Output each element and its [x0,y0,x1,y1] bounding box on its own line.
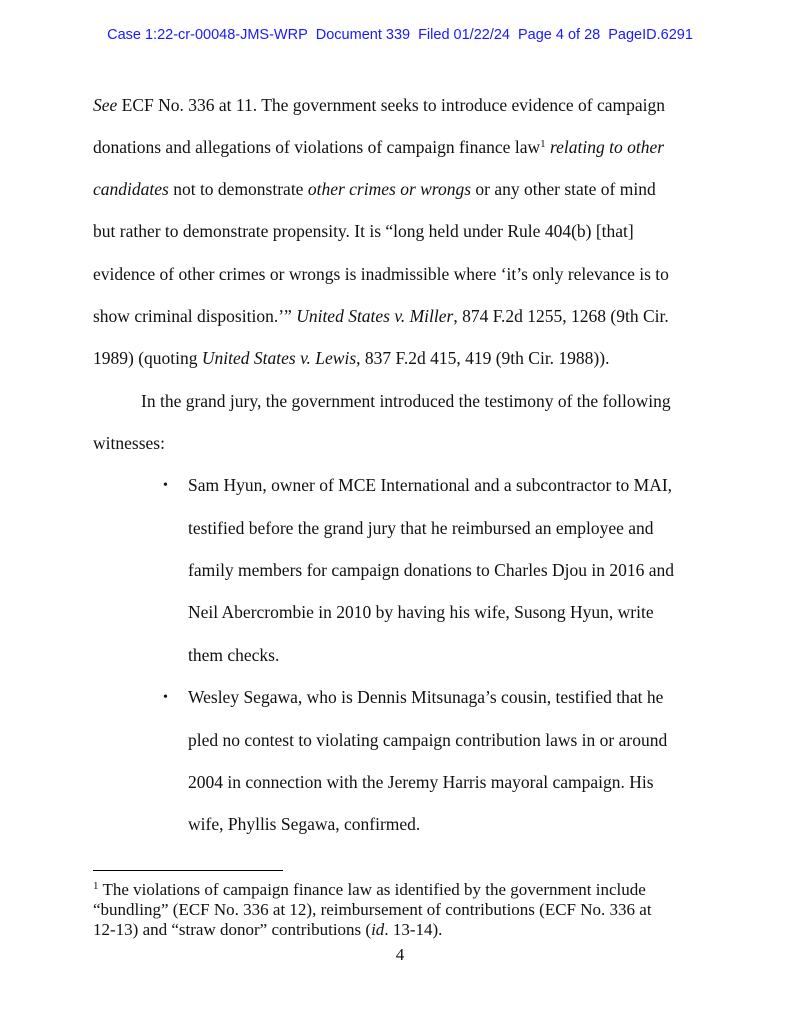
list-item-line: testified before the grand jury that he reimbursed an employee and [188,518,654,538]
bullet-icon: • [163,690,168,705]
footnote-line: 12-13) and “straw donor” contributions (id. 13-14). [93,920,443,939]
page-id: PageID.6291 [608,27,693,43]
list-item-line: Sam Hyun, owner of MCE International and a subcontractor to MAI, [188,475,673,495]
case-number: Case 1:22-cr-00048-JMS-WRP [107,27,308,43]
filed-date: Filed 01/22/24 [418,27,510,43]
ecf-header [0,27,800,43]
body-line: In the grand jury, the government introduced the testimony of the following [141,391,671,411]
page-number: 4 [395,945,405,964]
footnote-line: “bundling” (ECF No. 336 at 12), reimbursement of contributions (ECF No. 336 at [93,900,652,919]
footnote-ref: 1 [540,138,546,150]
footnote-line: $^1$ The violations of campaign finance law as identified by the government include [93,880,646,899]
case-citation: United States v. Lewis [201,348,357,368]
list-item-line: Wesley Segawa, who is Dennis Mitsunaga’s cousin, testified that he [188,687,664,707]
case-citation: United States v. Miller [296,306,454,326]
body-line: candidates not to demonstrate other crimes or wrongs or any other state of mind [93,179,656,199]
body-line: witnesses: [93,433,165,453]
body-line: show criminal disposition.’” United States v. Miller, 874 F.2d 1255, 1268 (9th Cir. [93,306,669,326]
list-item-line: wife, Phyllis Segawa, confirmed. [188,814,421,834]
body-line: See ECF No. 336 at 11. The government seeks to introduce evidence of campaign [93,95,666,115]
body-line: but rather to demonstrate propensity. It is “long held under Rule 404(b) [that] [93,221,634,241]
list-item-line: Neil Abercrombie in 2010 by having his wife, Susong Hyun, write [188,602,654,622]
bullet-icon: • [163,478,168,493]
list-item-line: them checks. [188,645,280,665]
body-line: donations and allegations of violations of campaign finance law$^1$ relating to other [93,137,665,157]
document-number: Document 339 [315,27,411,43]
body-line: evidence of other crimes or wrongs is inadmissible where ‘it’s only relevance is to [93,264,669,284]
list-item-line: pled no contest to violating campaign contribution laws in or around [188,730,668,750]
page-count: Page 4 of 28 [517,27,601,43]
footnote-divider [93,870,283,871]
list-item-line: 2004 in connection with the Jeremy Harris mayoral campaign. His [188,772,654,792]
list-item-line: family members for campaign donations to Charles Djou in 2016 and [188,560,675,580]
body-line: 1989) (quoting United States v. Lewis, 837 F.2d 415, 419 (9th Cir. 1988)). [93,348,610,368]
